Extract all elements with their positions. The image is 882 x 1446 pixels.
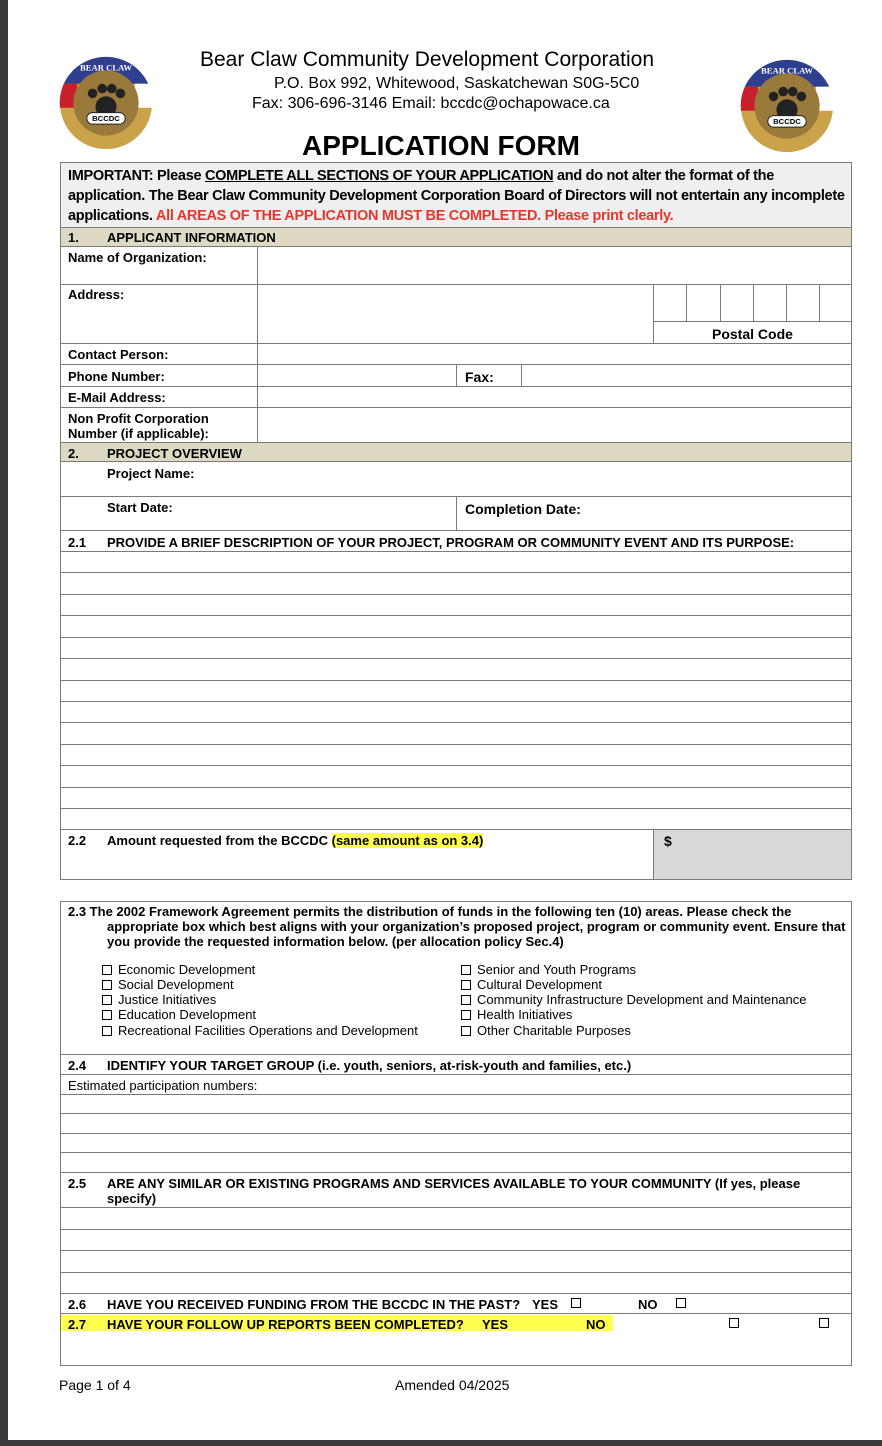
address-label: Address: — [68, 287, 125, 302]
address-field[interactable] — [260, 286, 652, 342]
s23-line2: appropriate box which best aligns with your organization’s proposed project, program or community event. Ensure that — [107, 919, 846, 934]
form-page — [8, 0, 882, 1440]
important-red: All AREAS OF THE APPLICATION MUST BE COMPLETED. Please print clearly. — [155, 208, 674, 224]
nonprofit-label-line1: Non Profit Corporation — [68, 411, 209, 426]
checkbox-label: Cultural Development — [477, 977, 603, 992]
fax-label: Fax: — [465, 369, 494, 385]
s27-yes-checkbox[interactable] — [729, 1318, 739, 1328]
checkbox-icon — [102, 965, 112, 975]
postal-code-label: Postal Code — [712, 326, 793, 342]
s26-no-label: NO — [638, 1297, 658, 1312]
important-mid: and do not alter the format of the application. The Bear Claw Community Development Corporation Board of Directors will not entertain any incomplete applications. — [68, 168, 845, 224]
s26-prompt: HAVE YOU RECEIVED FUNDING FROM THE BCCDC IN THE PAST? — [107, 1297, 521, 1312]
checkbox-icon — [102, 1026, 112, 1036]
checkbox-icon — [102, 1010, 112, 1020]
checkbox-label: Recreational Facilities Operations and Development — [118, 1023, 418, 1038]
checkbox-label: Other Charitable Purposes — [477, 1023, 631, 1038]
s24-num: 2.4 — [68, 1058, 87, 1073]
s27-no-label: NO — [586, 1317, 606, 1332]
start-date-field[interactable] — [188, 498, 454, 529]
org-contact: Fax: 306-696-3146 Email: bccdc@ochapowace.ca — [252, 95, 610, 112]
s25-line2: specify) — [107, 1191, 157, 1206]
completion-date-label: Completion Date: — [465, 501, 581, 517]
phone-label: Phone Number: — [68, 369, 165, 384]
nonprofit-label-line2: Number (if applicable): — [68, 426, 209, 441]
org-name-field[interactable] — [260, 248, 850, 282]
section2-num: 2. — [68, 446, 79, 461]
checkbox-label: Economic Development — [118, 962, 256, 977]
section2-title: PROJECT OVERVIEW — [107, 446, 242, 461]
checkbox-education-development[interactable] — [102, 1007, 256, 1022]
checkbox-label: Justice Initiatives — [118, 992, 217, 1007]
s26-yes-label: YES — [532, 1297, 559, 1312]
s26-num: 2.6 — [68, 1297, 87, 1312]
bccdc-logo-left — [58, 55, 154, 151]
s21-prompt: PROVIDE A BRIEF DESCRIPTION OF YOUR PROJECT, PROGRAM OR COMMUNITY EVENT AND ITS PURPOSE: — [107, 535, 795, 550]
checkbox-icon — [461, 995, 471, 1005]
section1-num: 1. — [68, 230, 79, 245]
checkbox-cultural-development[interactable] — [461, 977, 602, 992]
email-field[interactable] — [260, 388, 850, 406]
checkbox-icon — [102, 980, 112, 990]
nonprofit-label — [68, 411, 209, 441]
s22-prompt — [107, 833, 483, 848]
s21-num: 2.1 — [68, 535, 87, 550]
checkbox-label: Education Development — [118, 1007, 257, 1022]
checkbox-social-development[interactable] — [102, 977, 234, 992]
checkbox-recreational-facilities[interactable] — [102, 1023, 418, 1038]
s25-line1: ARE ANY SIMILAR OR EXISTING PROGRAMS AND SERVICES AVAILABLE TO YOUR COMMUNITY (If yes, please — [107, 1176, 801, 1191]
page-number: Page 1 of 4 — [59, 1377, 131, 1393]
estimated-participation-label: Estimated participation numbers: — [68, 1078, 258, 1093]
s24-prompt: IDENTIFY YOUR TARGET GROUP (i.e. youth, seniors, at-risk-youth and families, etc.) — [107, 1058, 632, 1073]
org-address: P.O. Box 992, Whitewood, Saskatchewan S0G-5C0 — [274, 75, 640, 92]
contact-person-field[interactable] — [260, 345, 850, 363]
phone-field[interactable] — [260, 366, 455, 385]
checkbox-label: Health Initiatives — [477, 1007, 573, 1022]
project-description-field[interactable] — [61, 552, 851, 828]
svg-text:BCCDC: BCCDC — [92, 114, 120, 124]
s25-prompt — [107, 1176, 800, 1206]
s23-line3: you provide the requested information below. (per allocation policy Sec.4) — [107, 934, 564, 949]
nonprofit-field[interactable] — [260, 409, 850, 441]
project-name-field[interactable] — [208, 463, 850, 495]
project-name-label: Project Name: — [107, 466, 195, 481]
important-notice — [68, 166, 848, 226]
org-name: Bear Claw Community Development Corporation — [200, 48, 655, 71]
s27-num: 2.7 — [68, 1317, 87, 1332]
target-group-field[interactable] — [61, 1095, 851, 1171]
checkbox-icon — [102, 995, 112, 1005]
checkbox-label: Senior and Youth Programs — [477, 962, 636, 977]
checkbox-justice-initiatives[interactable] — [102, 992, 216, 1007]
svg-text:BEAR CLAW: BEAR CLAW — [761, 65, 813, 76]
s25-num: 2.5 — [68, 1176, 87, 1191]
checkbox-community-infrastructure[interactable] — [461, 992, 807, 1007]
checkbox-economic-development[interactable] — [102, 962, 255, 977]
svg-text:BCCDC: BCCDC — [773, 117, 801, 127]
checkbox-senior-youth-programs[interactable] — [461, 962, 636, 977]
checkbox-icon — [461, 980, 471, 990]
postal-code-boxes[interactable] — [654, 286, 852, 321]
completion-date-field[interactable] — [598, 498, 850, 529]
checkbox-other-charitable[interactable] — [461, 1023, 631, 1038]
checkbox-icon — [461, 1026, 471, 1036]
section-gap — [58, 880, 854, 901]
checkbox-label: Social Development — [118, 977, 234, 992]
s26-yes-checkbox[interactable] — [571, 1298, 581, 1308]
s22-num: 2.2 — [68, 833, 87, 848]
viewer-edge — [0, 0, 8, 1446]
dollar-sign: $ — [664, 833, 672, 849]
checkbox-icon — [461, 1010, 471, 1020]
email-label: E-Mail Address: — [68, 390, 166, 405]
important-lead: IMPORTANT: Please — [68, 168, 205, 184]
s22-text: Amount requested from the BCCDC — [107, 833, 332, 848]
checkbox-icon — [461, 965, 471, 975]
fax-field[interactable] — [524, 366, 850, 385]
similar-programs-field[interactable] — [61, 1208, 851, 1292]
s26-no-checkbox[interactable] — [676, 1298, 686, 1308]
bccdc-logo-right — [739, 58, 835, 154]
contact-person-label: Contact Person: — [68, 347, 169, 362]
s27-yes-label: YES — [482, 1317, 509, 1332]
s27-no-checkbox[interactable] — [819, 1318, 829, 1328]
svg-text:BEAR CLAW: BEAR CLAW — [80, 62, 132, 73]
s27-prompt: HAVE YOUR FOLLOW UP REPORTS BEEN COMPLETED? — [107, 1317, 464, 1332]
s22-highlight: (same amount as on 3.4) — [331, 833, 484, 848]
important-underlined: COMPLETE ALL SECTIONS OF YOUR APPLICATION — [204, 168, 554, 184]
start-date-label: Start Date: — [107, 500, 173, 515]
amount-field[interactable] — [654, 830, 851, 879]
amended-date: Amended 04/2025 — [395, 1377, 510, 1393]
section1-title: APPLICANT INFORMATION — [107, 230, 276, 245]
form-title: APPLICATION FORM — [302, 130, 580, 161]
checkbox-health-initiatives[interactable] — [461, 1007, 572, 1022]
org-name-label: Name of Organization: — [68, 250, 207, 265]
checkbox-label: Community Infrastructure Development and Maintenance — [477, 992, 807, 1007]
s23-line1: 2.3 The 2002 Framework Agreement permits the distribution of funds in the following ten (10) areas. Please check the — [68, 904, 792, 919]
